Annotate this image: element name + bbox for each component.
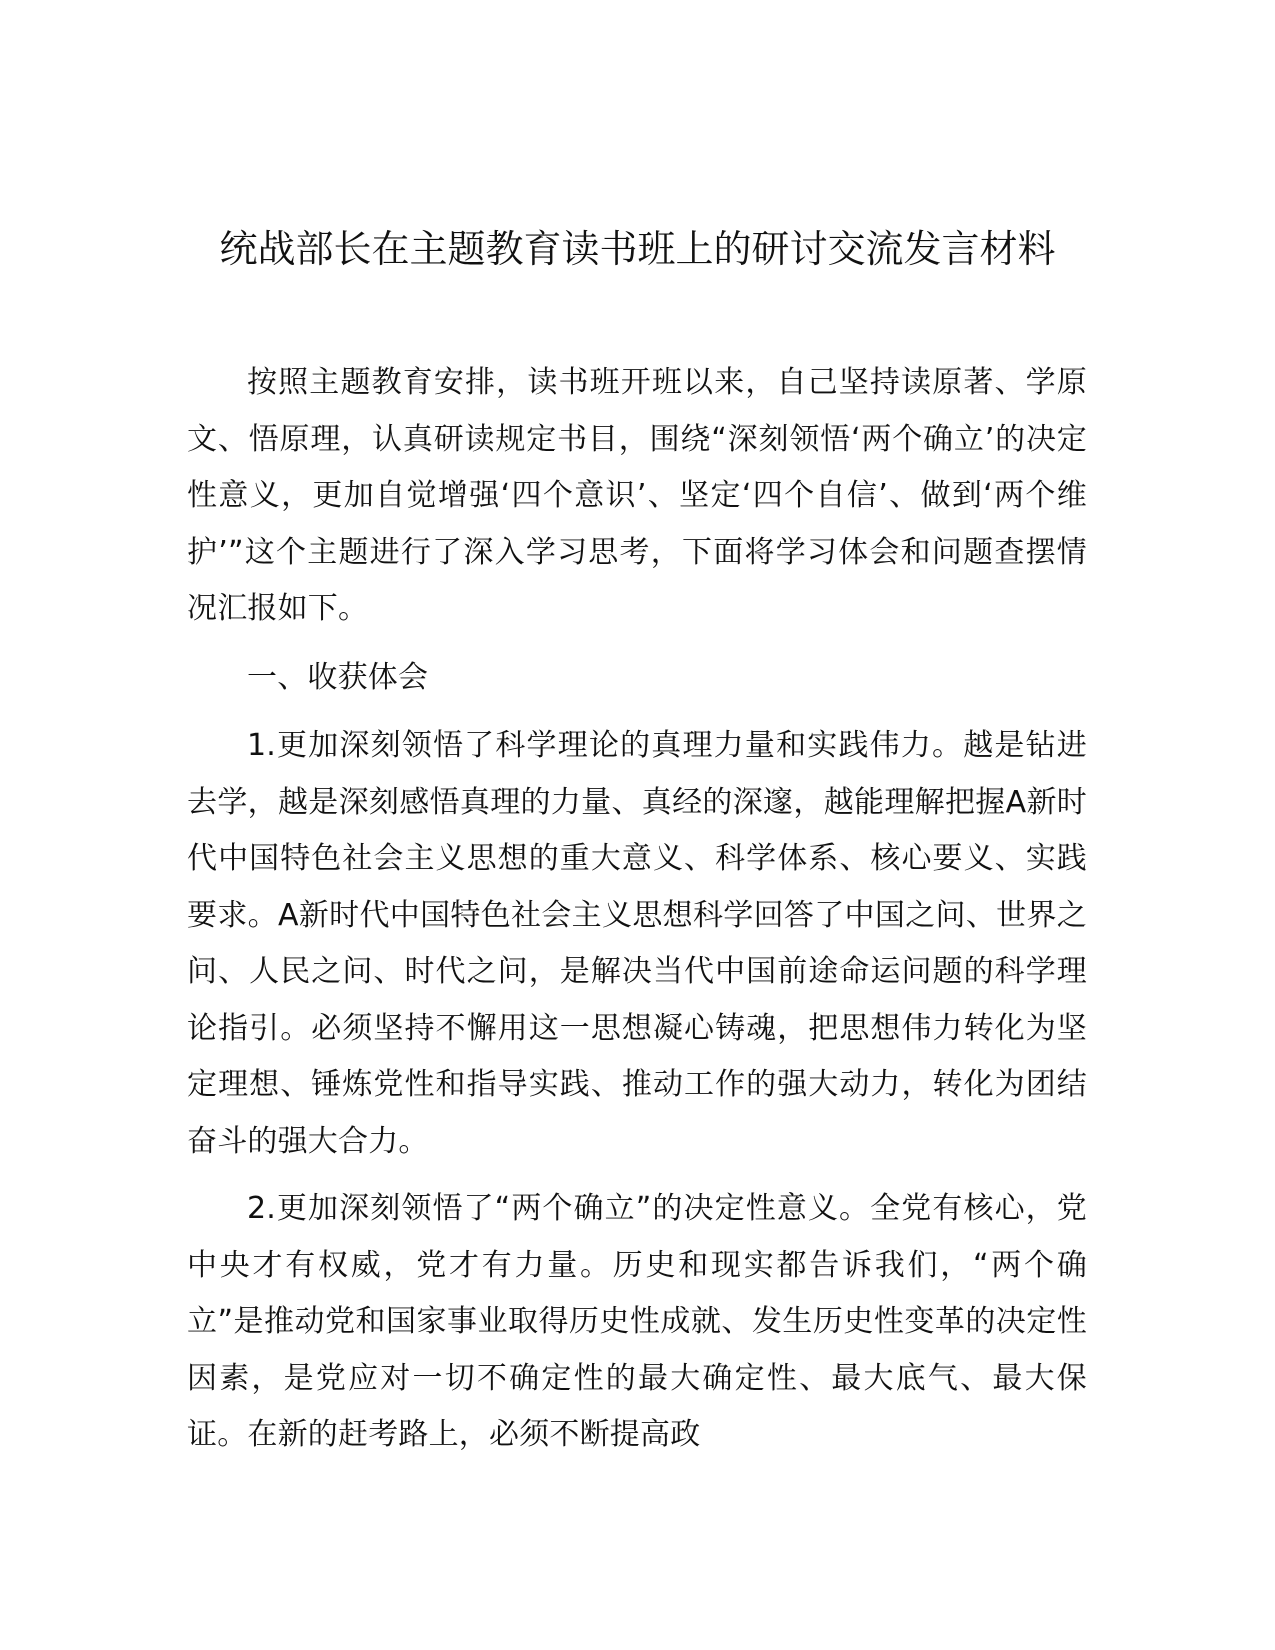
intro-paragraph: 按照主题教育安排，读书班开班以来，自己坚持读原著、学原文、悟原理，认真研读规定书目，围绕“深刻领悟‘两个确立’的决定性意义，更加自觉增强‘四个意识’、坚定‘四个自信’、做到‘两个维护’”这个主题进行了深入学习思考，下面将学习体会和问题查摆情况汇报如下。 bbox=[187, 365, 1087, 626]
section-heading: 一、收获体会 bbox=[247, 659, 429, 695]
document-body bbox=[187, 355, 1087, 1464]
item-1-paragraph: 1.更加深刻领悟了科学理论的真理力量和实践伟力。越是钻进去学，越是深刻感悟真理的力量、真经的深邃，越能理解把握A新时代中国特色社会主义思想的重大意义、科学体系、核心要义、实践要求。A新时代中国特色社会主义思想科学回答了中国之问、世界之问、人民之问、时代之问，是解决当代中国前途命运问题的科学理论指引。必须坚持不懈用这一思想凝心铸魂，把思想伟力转化为坚定理想、锤炼党性和指导实践、推动工作的强大动力，转化为团结奋斗的强大合力。 bbox=[187, 728, 1087, 1159]
document-title: 统战部长在主题教育读书班上的研讨交流发言材料 bbox=[219, 227, 1056, 271]
item-2-paragraph: 2.更加深刻领悟了“两个确立”的决定性意义。全党有核心，党中央才有权威，党才有力量。历史和现实都告诉我们，“两个确立”是推动党和国家事业取得历史性成就、发生历史性变革的决定性因素，是党应对一切不确定性的最大确定性、最大底气、最大保证。在新的赶考路上，必须不断提高政 bbox=[187, 1191, 1087, 1452]
